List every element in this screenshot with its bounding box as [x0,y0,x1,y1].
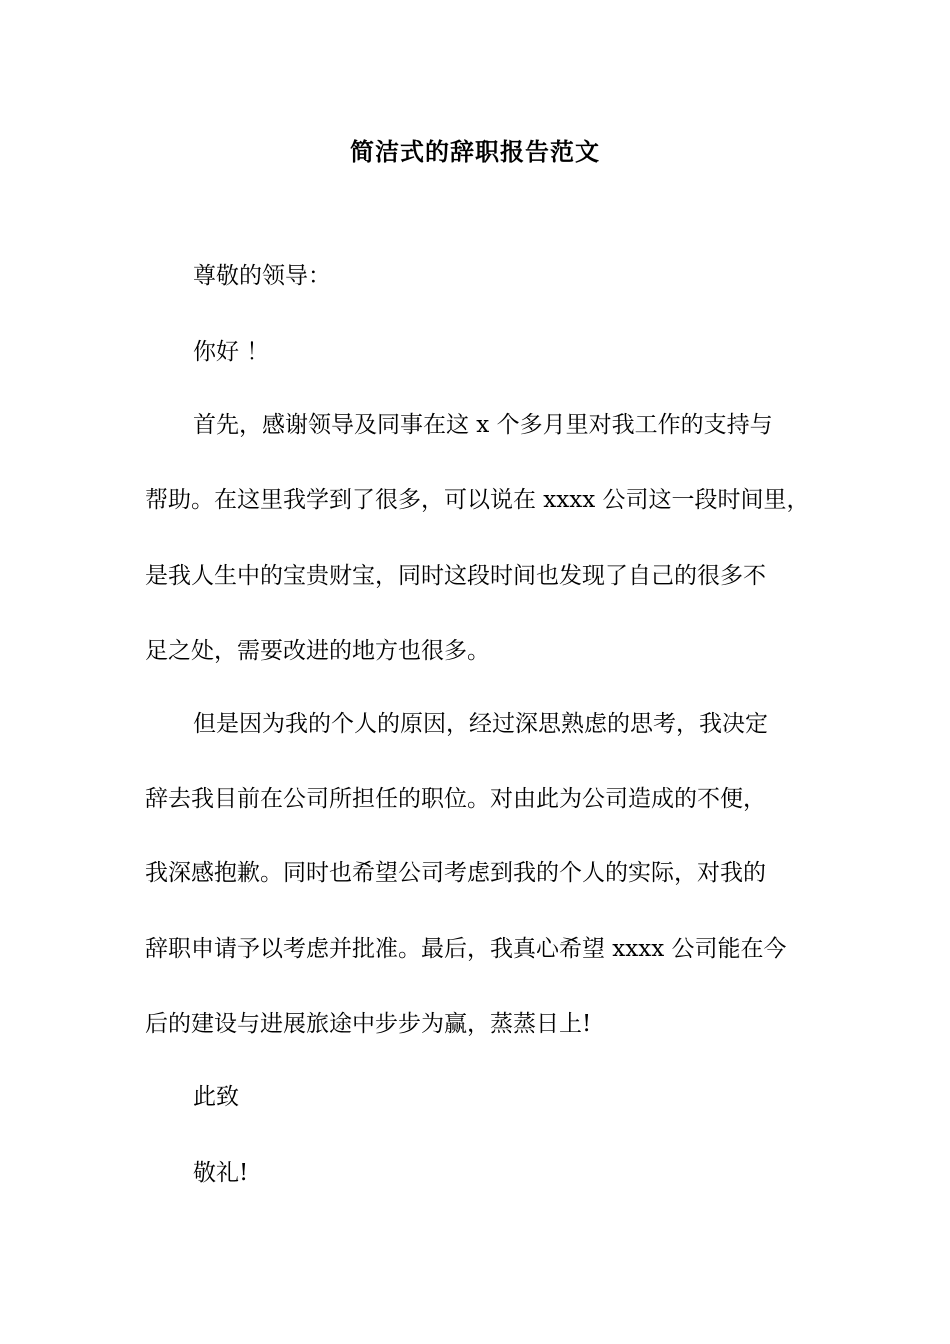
paragraph-line: 我深感抱歉。同时也希望公司考虑到我的个人的实际，对我的 [145,860,766,886]
paragraph-line: 但是因为我的个人的原因，经过深思熟虑的思考，我决定 [193,711,768,737]
paragraph-line: 后的建设与进展旅途中步步为赢，蒸蒸日上! [145,1011,592,1037]
closing-line: 敬礼! [193,1160,249,1186]
paragraph-line: 辞职申请予以考虑并批准。最后，我真心希望 xxxx 公司能在今 [145,936,787,962]
paragraph-line: 帮助。在这里我学到了很多，可以说在 xxxx 公司这一段时间里， [145,487,810,513]
paragraph-line: 首先，感谢领导及同事在这 x 个多月里对我工作的支持与 [193,412,773,438]
closing-line: 此致 [193,1084,239,1110]
greeting: 你好 ！ [193,339,270,365]
document-title: 简洁式的辞职报告范文 [350,137,600,166]
paragraph-line: 足之处，需要改进的地方也很多。 [145,638,490,664]
salutation: 尊敬的领导： [193,263,331,289]
paragraph-line: 是我人生中的宝贵财宝，同时这段时间也发现了自己的很多不 [145,563,766,589]
paragraph-line: 辞去我目前在公司所担任的职位。对由此为公司造成的不便， [145,786,766,812]
